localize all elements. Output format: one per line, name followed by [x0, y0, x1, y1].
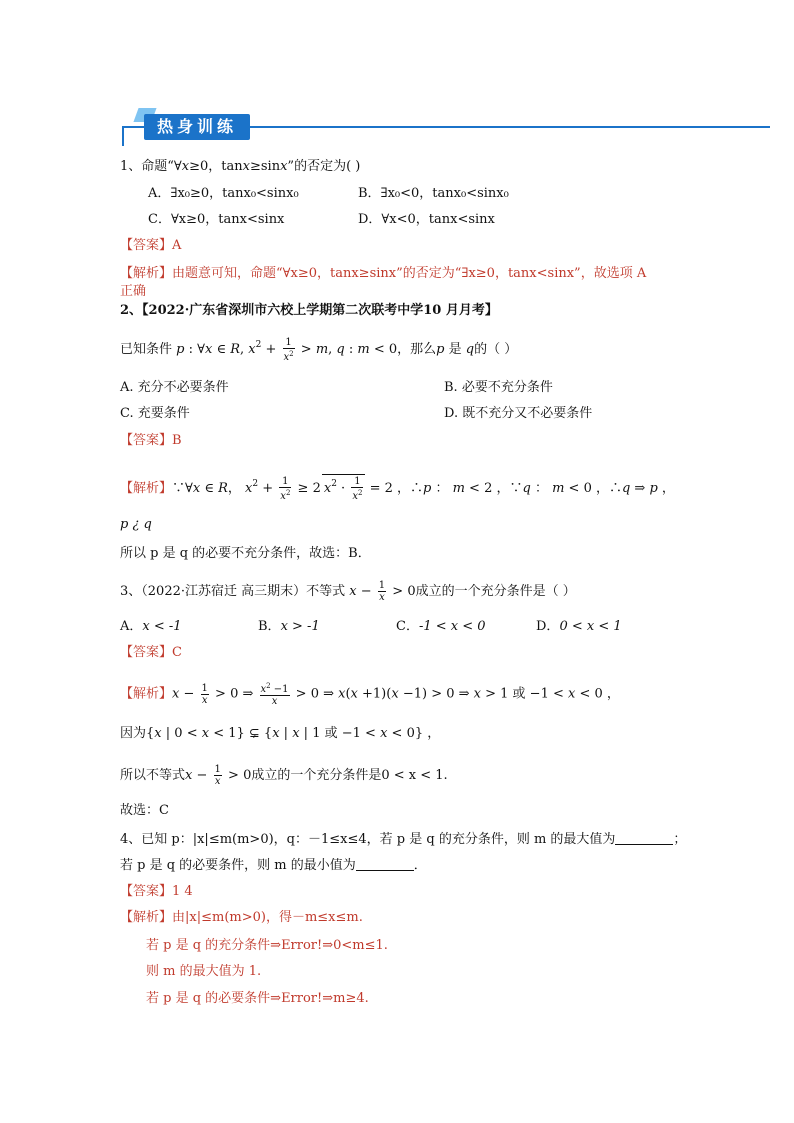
- q1-analysis: 【解析】由题意可知，命题“∀x≥0，tanx≥sinx”的否定为“∃x≥0，tanx<sinx”，故选项 A: [120, 266, 647, 281]
- q4-analysis: 【解析】由|x|≤m(m>0)，得－m≤x≤m.: [120, 910, 363, 925]
- q2-answer: 【答案】B: [120, 433, 182, 448]
- q3-stem: 3、（2022·江苏宿迁 高三期末）不等式 x − $\frac{1}{x}$ > 0成立的一个充分条件是（ ）: [120, 580, 576, 603]
- q3-option-d: D．0 < x < 1: [536, 619, 622, 634]
- q2-heading: 2、【2022·广东省深圳市六校上学期第二次联考中学10 月月考】: [120, 303, 498, 318]
- q3-option-b: B．x > -1: [258, 619, 320, 634]
- q1-option-d: D．∀x<0，tanx<sinx: [358, 212, 495, 227]
- q3-choose: 故选：C: [120, 803, 169, 818]
- section-title: 热身训练: [156, 117, 237, 136]
- q4-answer: 【答案】1 4: [120, 884, 193, 899]
- q1-option-c: C．∀x≥0，tanx<sinx: [148, 212, 285, 227]
- q1-option-b: B．∃x₀<0，tanx₀<sinx₀: [358, 186, 509, 201]
- q2-stem: 已知条件 p : ∀x ∈ R, $x^2$ + $\frac{1}{x^2}$ > m, q : m < 0，那么p 是 q的（ ）: [120, 336, 518, 363]
- q2-option-d: D. 既不充分又不必要条件: [444, 406, 593, 421]
- q4-analysis-line2: 若 p 是 q 的充分条件⇒Error!⇒0<m≤1.: [146, 938, 388, 953]
- q1-stem: 1、命题“∀x≥0，tanx≥sinx”的否定为( ): [120, 159, 361, 174]
- q4-blank-2: [356, 856, 414, 871]
- q1-answer: 【答案】A: [120, 238, 182, 253]
- q4-blank-1: [615, 830, 673, 845]
- q3-because: 因为{x | 0 < x < 1} ⊊ {x | x | 1 或 −1 < x < 0} ，: [120, 726, 441, 741]
- q2-analysis: 【解析】∵∀x ∈ R， $x^2$ + $\frac{1}{x^2}$ ≥ 2 $x^2$ · $\frac{1}{x^2}$ = 2 ，∴p ： m < 2 ，∵q ： m < 0 ，∴q ⇒ p ，: [120, 475, 675, 502]
- q4-analysis-line3: 则 m 的最大值为 1.: [146, 964, 262, 979]
- q3-so: 所以不等式x − $\frac{1}{x}$ > 0成立的一个充分条件是0 < x < 1.: [120, 764, 448, 787]
- section-header-tick: [122, 126, 124, 146]
- q2-option-b: B. 必要不充分条件: [444, 380, 553, 395]
- section-title-badge: [144, 114, 250, 140]
- q2-option-a: A. 充分不必要条件: [120, 380, 229, 395]
- q2-option-c: C. 充要条件: [120, 406, 190, 421]
- q3-answer: 【答案】C: [120, 645, 182, 660]
- q2-conclusion: 所以 p 是 q 的必要不充分条件，故选：B．: [120, 546, 371, 561]
- q4-line1: 4、已知 p：|x|≤m(m>0)，q：－1≤x≤4，若 p 是 q 的充分条件，则 m 的最大值为 ；: [120, 832, 687, 847]
- q3-option-a: A．x < -1: [120, 619, 182, 634]
- q1-analysis-line2: 正确: [120, 284, 147, 299]
- q4-line2: 若 p 是 q 的必要条件，则 m 的最小值为 ．: [120, 858, 427, 873]
- q2-analysis-line3: p ¿ q: [120, 517, 152, 532]
- q1-option-a: A．∃x₀≥0，tanx₀<sinx₀: [148, 186, 299, 201]
- q3-option-c: C．-1 < x < 0: [396, 619, 486, 634]
- q3-analysis: 【解析】x − $\frac{1}{x}$ > 0 ⇒ $\frac{x^2 -1}{x}$ > 0 ⇒ x(x +1)(x −1) > 0 ⇒ x > 1 或 −1 < x < 0 ，: [120, 682, 620, 707]
- q4-analysis-line4: 若 p 是 q 的必要条件⇒Error!⇒m≥4.: [146, 991, 369, 1006]
